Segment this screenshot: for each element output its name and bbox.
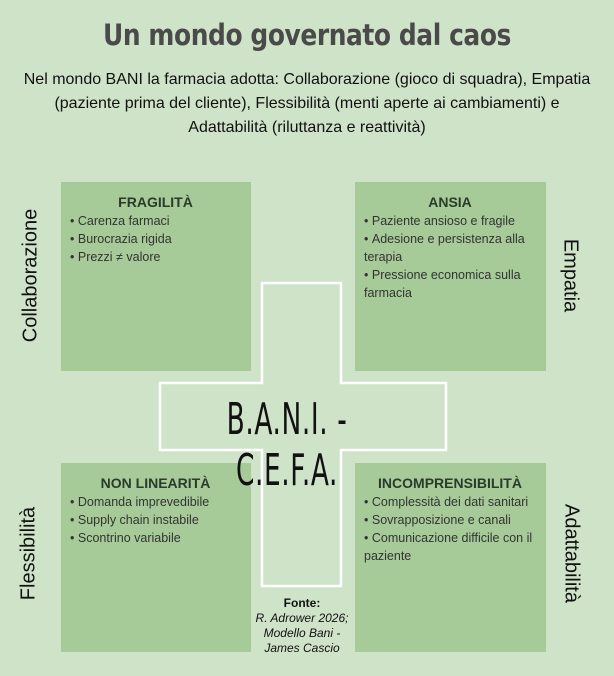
list-item: • Complessità dei dati sanitari	[364, 493, 536, 511]
list-item: • Prezzi ≠ valore	[70, 248, 241, 266]
list-item: • Domanda imprevedibile	[70, 493, 241, 511]
page-subtitle: Nel mondo BANI la farmacia adotta: Collaborazione (gioco di squadra), Empatia (paziente prima del cliente), Flessibilità (menti aperte ai cambiamenti) e Adattabilità (riluttanza e reattività)	[23, 71, 591, 136]
list-item: • Comunicazione difficile con il paziente	[364, 529, 536, 565]
quadrant-list	[364, 493, 536, 565]
source-text: R. Adrower 2026; Modello Bani - James Cascio	[255, 611, 349, 655]
quadrant-list	[364, 212, 536, 302]
list-item: • Carenza farmaci	[70, 212, 241, 230]
quadrant-heading: NON LINEARITÀ	[100, 475, 211, 491]
source-note	[252, 596, 352, 656]
side-label-empatia: Empatia	[559, 238, 582, 313]
page-title: Un mondo governato dal caos	[103, 18, 511, 52]
center-label: B.A.N.I. - C.E.F.A.	[226, 394, 348, 496]
quadrant-heading: ANSIA	[428, 194, 472, 210]
quadrant-ansia	[355, 182, 546, 371]
quadrant-incomprensibilita	[355, 463, 546, 652]
side-label-flessibilita: Flessibilità	[17, 506, 40, 601]
list-item: • Paziente ansioso e fragile	[364, 212, 536, 230]
list-item: • Sovrapposizione e canali	[364, 511, 536, 529]
quadrant-list	[70, 212, 241, 266]
source-label: Fonte:	[283, 596, 321, 610]
list-item: • Adesione e persistenza alla terapia	[364, 230, 536, 266]
quadrant-list	[70, 493, 241, 547]
side-label-adattabilita: Adattabilità	[560, 504, 583, 603]
list-item: • Pressione economica sulla farmacia	[364, 266, 536, 302]
list-item: • Supply chain instabile	[70, 511, 241, 529]
list-item: • Scontrino variabile	[70, 529, 241, 547]
list-item: • Burocrazia rigida	[70, 230, 241, 248]
quadrant-heading: FRAGILITÀ	[118, 194, 193, 210]
side-label-collaborazione: Collaborazione	[19, 208, 42, 343]
quadrant-heading: INCOMPRENSIBILITÀ	[378, 475, 522, 491]
quadrant-fragilita	[61, 182, 251, 371]
